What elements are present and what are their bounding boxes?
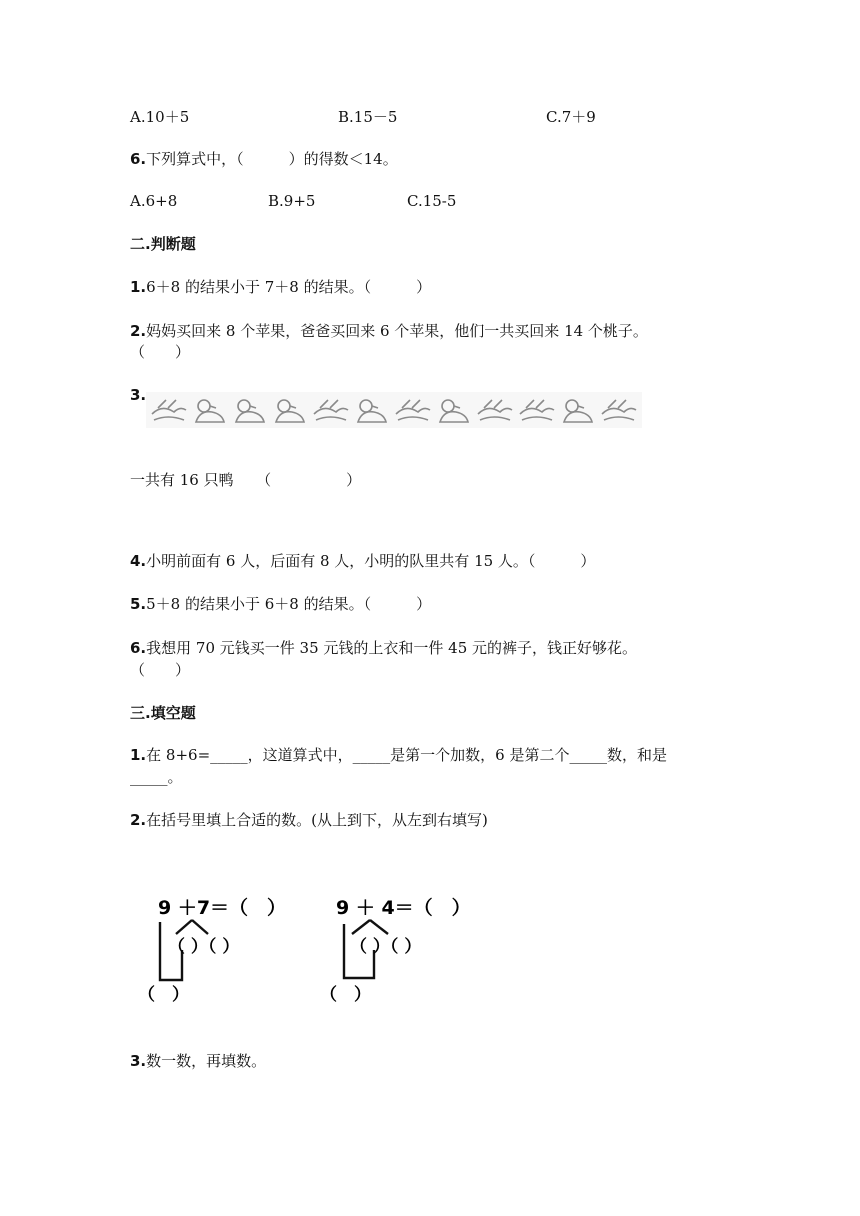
q6-option-a: A.6+8 [130, 192, 178, 210]
q6-number: 6. [130, 150, 147, 168]
s3-item-1-cont: _____。 [130, 768, 183, 786]
s3-item-1 [130, 744, 667, 766]
s2-item-1-number: 1. [130, 278, 147, 296]
s2-item-1 [130, 276, 431, 298]
q6-option-c: C.15-5 [407, 192, 457, 210]
s2-item-5 [130, 593, 431, 615]
right-split-boxes: （ ）（ ） [350, 937, 422, 957]
s2-item-3-number [130, 384, 146, 406]
s2-item-2-number: 2. [130, 322, 147, 340]
left-bottom-box: （ ） [138, 985, 189, 1005]
q6-question [130, 148, 398, 170]
q5-option-a: A.10＋5 [130, 108, 190, 126]
q6-text: 下列算式中，（ ）的得数＜14。 [146, 150, 398, 168]
s3-item-3-number: 3. [130, 1052, 147, 1070]
q6-option-b: B.9+5 [268, 192, 316, 210]
s3-item-2-number: 2. [130, 811, 147, 829]
left-split-boxes: （ ）（ ） [168, 937, 240, 957]
right-equation: 9 ＋ 4＝（ ） [336, 897, 471, 919]
s3-item-2 [130, 809, 488, 831]
q5-option-b: B.15－5 [338, 108, 398, 126]
s2-item-4-text: 小明前面有 6 人，后面有 8 人，小明的队里共有 15 人。（ ） [146, 552, 596, 570]
s2-item-6-text: 我想用 70 元钱买一件 35 元钱的上衣和一件 45 元的裤子，钱正好够花。 [146, 639, 638, 657]
s2-item-3-text: 一共有 16 只鸭 （ ） [130, 471, 362, 489]
s2-item-3-num: 3. [130, 386, 147, 404]
s2-item-4-number: 4. [130, 552, 147, 570]
left-equation: 9 ＋7＝（ ） [158, 897, 287, 919]
s3-item-3-text: 数一数，再填数。 [146, 1052, 267, 1070]
animal-strip-image [146, 392, 642, 428]
s3-item-2-text: 在括号里填上合适的数。(从上到下，从左到右填写) [146, 811, 488, 829]
q5-option-c: C.7＋9 [546, 108, 596, 126]
section2-heading: 二.判断题 [130, 235, 196, 253]
s2-item-6-number: 6. [130, 639, 147, 657]
s2-item-2 [130, 320, 648, 342]
section3-heading: 三.填空题 [130, 704, 196, 722]
s2-item-2-paren: （ ） [130, 343, 191, 361]
number-split-figure [130, 880, 490, 1020]
s3-item-1-text: 在 8+6=_____，这道算式中，_____是第一个加数，6 是第二个_____数，和是 [146, 746, 667, 764]
s2-item-5-text: 5＋8 的结果小于 6＋8 的结果。（ ） [146, 595, 432, 613]
s2-item-4 [130, 550, 595, 572]
s3-item-3 [130, 1050, 266, 1072]
s2-item-5-number: 5. [130, 595, 147, 613]
s2-item-6-paren: （ ） [130, 661, 191, 679]
s3-item-1-number: 1. [130, 746, 147, 764]
right-bottom-box: （ ） [320, 985, 371, 1005]
s2-item-2-text: 妈妈买回来 8 个苹果，爸爸买回来 6 个苹果，他们一共买回来 14 个桃子。 [146, 322, 648, 340]
s2-item-6 [130, 637, 637, 659]
s2-item-1-text: 6＋8 的结果小于 7＋8 的结果。（ ） [146, 278, 432, 296]
